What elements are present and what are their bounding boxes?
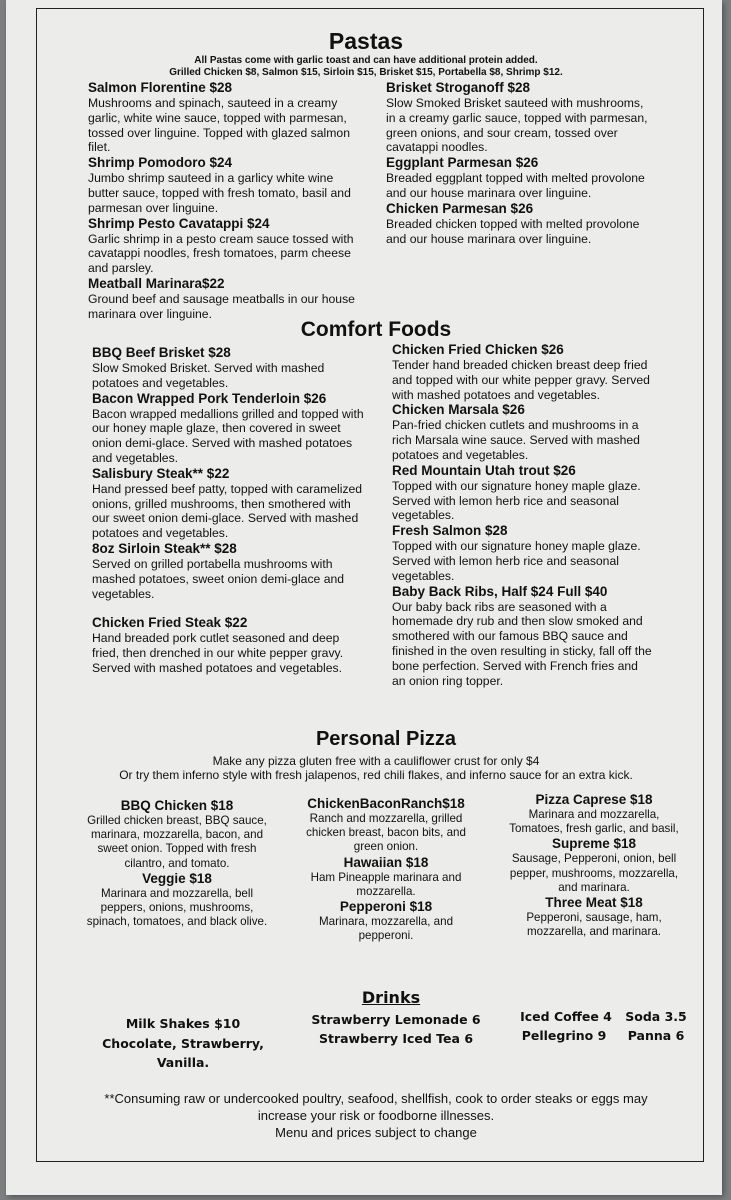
pastas-subtitle-2: Grilled Chicken $8, Salmon $15, Sirloin $15, Brisket $15, Portabella $8, Shrimp $12.: [169, 67, 563, 78]
comfort-right-column: [392, 342, 654, 688]
menu-item: [86, 798, 268, 871]
item-description: Topped with our signature honey maple glaze. Served with lemon herb rice and seasonal vegetables.: [392, 478, 641, 523]
item-name: 8oz Sirloin Steak** $28: [92, 540, 237, 556]
strawberry-lemonade: Strawberry Lemonade 6: [311, 1012, 481, 1027]
pastas-title: Pastas: [328, 28, 404, 54]
item-name: Pizza Caprese $18: [535, 792, 653, 807]
item-description: Ground beef and sausage meatballs in our house marinara over linguine.: [88, 291, 355, 321]
item-name: Chicken Marsala $26: [392, 402, 525, 418]
menu-item: [392, 463, 654, 523]
item-name: Fresh Salmon $28: [392, 523, 508, 539]
menu-item: [386, 201, 648, 247]
menu-item: [88, 80, 356, 155]
item-name: Pepperoni $18: [339, 899, 433, 915]
comfort-foods-title: Comfort Foods: [300, 318, 452, 341]
menu-page: [6, 0, 722, 1195]
menu-item: [386, 80, 648, 155]
item-name: Bacon Wrapped Pork Tenderloin $26: [92, 390, 327, 406]
milkshakes-flavors-2: Vanilla.: [156, 1055, 210, 1070]
menu-item: [92, 615, 364, 675]
item-description: Ham Pineapple marinara and mozzarella.: [310, 870, 462, 898]
menu-item: [502, 836, 686, 895]
strawberry-iced-tea: Strawberry Iced Tea 6: [318, 1031, 474, 1046]
panna: Panna 6: [627, 1028, 685, 1043]
allergy-warning-2: increase your risk or foodborne illnesses.: [257, 1108, 495, 1123]
item-description: Marinara and mozzarella, bell peppers, onions, mushrooms, spinach, tomatoes, and black olive.: [86, 886, 268, 929]
item-name: Red Mountain Utah trout $26: [392, 462, 576, 478]
allergy-warning-1: **Consuming raw or undercooked poultry, seafood, shellfish, cook to order steaks or eggs may: [104, 1091, 648, 1106]
item-name: Supreme $18: [551, 836, 637, 852]
item-description: Bacon wrapped medallions grilled and topped with our honey maple glaze, then covered in sweet onion demi-glace. Served with mashed potatoes and vegetables.: [92, 406, 364, 465]
item-description: Sausage, Pepperoni, onion, bell pepper, mushrooms, mozzarella, and marinara.: [509, 852, 679, 894]
item-description: Tender hand breaded chicken breast deep fried and topped with our white pepper gravy. Served with mashed potatoes and vegetables.: [392, 358, 650, 402]
menu-item: [88, 276, 356, 322]
item-description: Ranch and mozzarella, grilled chicken breast, bacon bits, and green onion.: [306, 812, 466, 854]
pastas-right-column: [386, 80, 648, 246]
menu-item: [296, 899, 476, 943]
item-name: Chicken Fried Steak $22: [92, 615, 248, 631]
menu-item: [92, 541, 364, 601]
item-name: Veggie $18: [142, 870, 212, 886]
item-description: Slow Smoked Brisket. Served with mashed potatoes and vegetables.: [92, 361, 325, 390]
item-description: Hand pressed beef patty, topped with caramelized onions, grilled mushrooms, then smothered with our sweet onion demi-glace. Served with mashed potatoes and vegetables.: [92, 481, 363, 541]
iced-coffee: Iced Coffee 4: [520, 1009, 612, 1024]
soda: Soda 3.5: [625, 1009, 687, 1024]
menu-item: [92, 391, 364, 466]
item-description: Pan-fried chicken cutlets and mushrooms in a rich Marsala wine sauce. Served with mashed potatoes and vegetables.: [392, 418, 640, 462]
pellegrino: Pellegrino 9: [521, 1028, 607, 1043]
item-description: Marinara, mozzarella, and pepperoni.: [318, 915, 454, 943]
item-name: Eggplant Parmesan $26: [386, 155, 539, 171]
item-name: BBQ Beef Brisket $28: [92, 345, 231, 360]
menu-item: [296, 796, 476, 855]
menu-item: [502, 895, 686, 939]
menu-item: [392, 523, 654, 583]
item-name: Shrimp Pesto Cavatappi $24: [88, 215, 270, 231]
menu-item: [88, 216, 356, 276]
item-description: Mushrooms and spinach, sauteed in a creamy garlic, white wine sauce, topped with parmesan, tossed over linguine. Topped with glazed salmon filet.: [88, 96, 350, 155]
menu-item: [88, 155, 356, 215]
menu-item: [92, 345, 364, 391]
menu-item: [86, 871, 268, 930]
footer: [66, 1090, 686, 1141]
item-description: Topped with our signature honey maple glaze. Served with lemon herb rice and seasonal vegetables.: [392, 539, 641, 583]
item-name: Meatball Marinara$22: [88, 275, 225, 291]
item-description: Served on grilled portabella mushrooms with mashed potatoes, sweet onion demi-glace and vegetables.: [92, 556, 345, 601]
menu-item: [296, 855, 476, 899]
item-name: BBQ Chicken $18: [120, 798, 234, 813]
item-description: Our baby back ribs are seasoned with a homemade dry rub and then slow smoked and smothered with our famous BBQ sauce and finished in the oven resulting in sticky, fall off the bone perfection. Served with French fries and an onion ring topper.: [392, 599, 652, 688]
menu-item: [92, 466, 364, 541]
menu-item: [386, 155, 648, 201]
item-name: Hawaiian $18: [343, 854, 429, 870]
pizza-column-1: [86, 798, 268, 929]
item-name: Baby Back Ribs, Half $24 Full $40: [392, 583, 608, 599]
item-description: Marinara and mozzarella, Tomatoes, fresh garlic, and basil,: [509, 808, 679, 836]
menu-item: [392, 402, 654, 462]
item-description: Grilled chicken breast, BBQ sauce, marinara, mozzarella, bacon, and sweet onion. Topped with fresh cilantro, and tomato.: [87, 814, 267, 870]
milkshakes-flavors: Chocolate, Strawberry,: [102, 1036, 264, 1051]
menu-item: [392, 342, 654, 402]
pizza-note-1: Make any pizza gluten free with a cauliflower crust for only $4: [212, 754, 540, 768]
item-name: Salmon Florentine $28: [88, 80, 233, 95]
drinks-title: Drinks: [361, 988, 421, 1007]
comfort-left-column: [92, 345, 364, 676]
item-name: Chicken Fried Chicken $26: [392, 342, 564, 357]
pastas-left-column: [88, 80, 356, 322]
menu-item: [502, 792, 686, 836]
pastas-subtitle-1: All Pastas come with garlic toast and can have additional protein added.: [194, 55, 538, 66]
item-description: Garlic shrimp in a pesto cream sauce tossed with cavatappi noodles, fresh tomatoes, parm cheese and parsley.: [88, 231, 354, 276]
item-description: Breaded eggplant topped with melted provolone and our house marinara over linguine.: [386, 171, 645, 200]
item-name: Chicken Parmesan $26: [386, 200, 534, 216]
pizza-column-3: [502, 792, 686, 939]
item-name: Three Meat $18: [545, 895, 643, 911]
item-description: Jumbo shrimp sauteed in a garlicy white wine butter sauce, topped with fresh tomato, basil and parmesan over linguine.: [88, 171, 351, 215]
pizza-column-2: [296, 796, 476, 943]
item-description: Slow Smoked Brisket sauteed with mushrooms, in a creamy garlic sauce, topped with parmesan, green onions, and sour cream, tossed over cavatappi noodles.: [386, 96, 648, 155]
item-name: Brisket Stroganoff $28: [386, 80, 531, 95]
menu-item: [392, 584, 654, 689]
personal-pizza-title: Personal Pizza: [315, 728, 457, 750]
item-name: ChickenBaconRanch$18: [307, 796, 465, 811]
item-name: Shrimp Pomodoro $24: [88, 155, 233, 171]
prices-notice: Menu and prices subject to change: [275, 1125, 477, 1140]
pizza-note-2: Or try them inferno style with fresh jalapenos, red chili flakes, and inferno sauce for an extra kick.: [119, 768, 633, 782]
milkshakes-label: Milk Shakes $10: [125, 1016, 241, 1031]
item-description: Hand breaded pork cutlet seasoned and deep fried, then drenched in our white pepper gravy. Served with mashed potatoes and vegetables.: [92, 631, 344, 675]
item-description: Pepperoni, sausage, ham, mozzarella, and marinara.: [526, 911, 662, 939]
item-name: Salisbury Steak** $22: [92, 465, 230, 481]
item-description: Breaded chicken topped with melted provolone and our house marinara over linguine.: [386, 216, 640, 246]
